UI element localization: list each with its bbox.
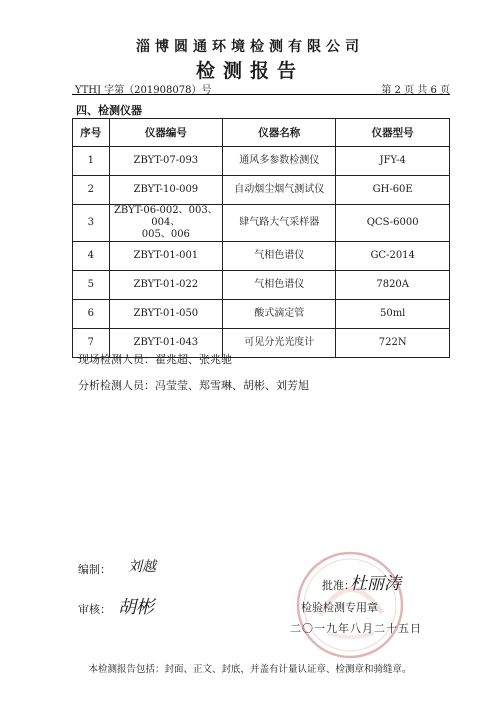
report-number: YTHJ 字第（201908078）号: [75, 85, 212, 96]
cell-model: QCS-6000: [336, 205, 450, 242]
cell-code: ZBYT-07-093: [109, 147, 223, 176]
report-title: 检测报告: [195, 60, 304, 82]
cell-code: [109, 205, 223, 242]
cell-model: GC-2014: [336, 242, 450, 271]
cell-no: 7: [73, 329, 110, 358]
field-staff: 现场检测人员：翟兆超、张兆驰: [78, 353, 232, 366]
compiled-signature: 刘越: [128, 559, 156, 575]
column-header-model: 仪器型号: [336, 119, 450, 147]
table-row: [73, 147, 450, 176]
table-row: [73, 176, 450, 205]
cell-model: GH-60E: [336, 176, 450, 205]
cell-no: 1: [73, 147, 110, 176]
company-name: 淄博圆通环境检测有限公司: [136, 39, 364, 55]
cell-name: 酸式滴定管: [223, 300, 336, 329]
table-row: [73, 205, 450, 242]
section-title: 四、检测仪器: [76, 104, 142, 117]
table-row: [73, 300, 450, 329]
cell-code: ZBYT-01-050: [109, 300, 223, 329]
cell-no: 3: [73, 205, 110, 242]
header-divider: [72, 94, 450, 95]
table-row: [73, 271, 450, 300]
report-date: 二〇一九年八月二十五日: [290, 622, 422, 635]
cell-code: ZBYT-01-001: [109, 242, 223, 271]
cell-model: 722N: [336, 329, 450, 358]
cell-name: 通风多参数检测仪: [223, 147, 336, 176]
cell-name: 自动烟尘烟气测试仪: [223, 176, 336, 205]
reviewed-signature: 胡彬: [118, 597, 154, 618]
cell-name: 气相色谱仪: [223, 271, 336, 300]
cell-code-line1: ZBYT-06-002、003、004、: [113, 205, 218, 228]
analysis-staff: 分析检测人员：冯莹莹、郑雪琳、胡彬、刘芳旭: [78, 379, 309, 392]
cell-code: ZBYT-10-009: [109, 176, 223, 205]
instrument-table: [72, 118, 450, 358]
cell-name: 可见分光光度计: [223, 329, 336, 358]
report-footer-note: 本检测报告包括：封面、正文、封底，并盖有计量认证章、检测章和骑缝章。: [88, 664, 412, 675]
cell-model: JFY-4: [336, 147, 450, 176]
cell-name: 肆气路大气采样器: [223, 205, 336, 242]
cell-no: 4: [73, 242, 110, 271]
cell-model: 50ml: [336, 300, 450, 329]
cell-no: 2: [73, 176, 110, 205]
approved-signature: 杜丽涛: [350, 574, 401, 594]
cell-code: ZBYT-01-022: [109, 271, 223, 300]
page-info: 第 2 页 共 6 页: [381, 85, 450, 96]
reviewed-by-label: 审核：: [78, 603, 111, 616]
column-header-name: 仪器名称: [223, 119, 336, 147]
column-header-no: 序号: [73, 119, 110, 147]
table-header-row: [73, 119, 450, 147]
approved-by-label: 批准：: [322, 579, 355, 592]
cell-name: 气相色谱仪: [223, 242, 336, 271]
column-header-code: 仪器编号: [109, 119, 223, 147]
seal-label: 检验检测专用章: [301, 601, 378, 614]
cell-code: ZBYT-01-043: [109, 329, 223, 358]
table-row: [73, 242, 450, 271]
cell-no: 6: [73, 300, 110, 329]
cell-no: 5: [73, 271, 110, 300]
compiled-by-label: 编制：: [78, 563, 111, 576]
cell-model: 7820A: [336, 271, 450, 300]
cell-code-line2: 005、006: [141, 229, 190, 240]
